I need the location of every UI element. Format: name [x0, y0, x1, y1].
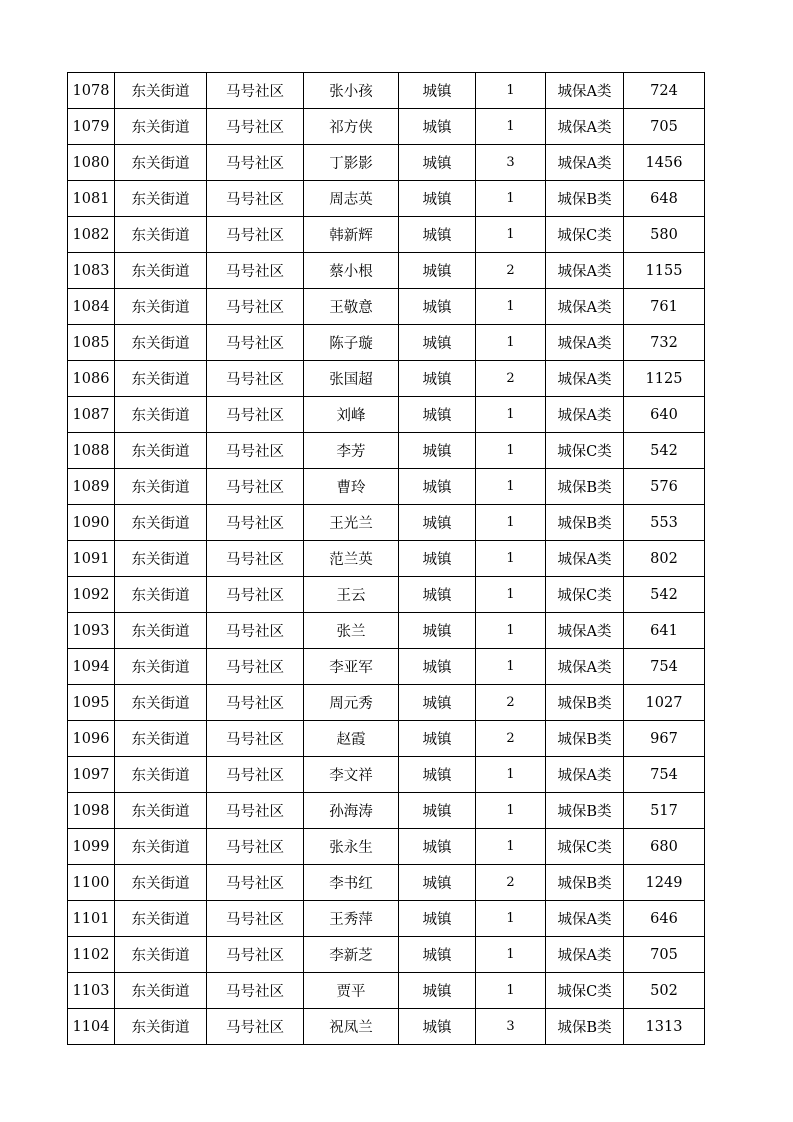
row-number-cell: 1099 [68, 829, 115, 865]
household-type-cell: 城镇 [399, 181, 476, 217]
row-number-cell: 1102 [68, 937, 115, 973]
row-number-cell: 1091 [68, 541, 115, 577]
row-number-cell: 1087 [68, 397, 115, 433]
street-cell: 东关街道 [115, 145, 207, 181]
data-table [67, 72, 705, 1045]
household-type-cell: 城镇 [399, 325, 476, 361]
name-cell: 王敬意 [304, 289, 399, 325]
category-cell: 城保A类 [546, 361, 624, 397]
table-row [68, 397, 705, 433]
community-cell: 马号社区 [207, 577, 304, 613]
community-cell: 马号社区 [207, 145, 304, 181]
people-count-cell: 1 [476, 901, 546, 937]
row-number-cell: 1096 [68, 721, 115, 757]
category-cell: 城保C类 [546, 829, 624, 865]
row-number-cell: 1101 [68, 901, 115, 937]
name-cell: 丁影影 [304, 145, 399, 181]
category-cell: 城保A类 [546, 937, 624, 973]
category-cell: 城保B类 [546, 181, 624, 217]
amount-cell: 1313 [624, 1009, 705, 1045]
community-cell: 马号社区 [207, 505, 304, 541]
category-cell: 城保A类 [546, 73, 624, 109]
name-cell: 张永生 [304, 829, 399, 865]
name-cell: 韩新辉 [304, 217, 399, 253]
row-number-cell: 1080 [68, 145, 115, 181]
household-type-cell: 城镇 [399, 505, 476, 541]
community-cell: 马号社区 [207, 541, 304, 577]
row-number-cell: 1086 [68, 361, 115, 397]
street-cell: 东关街道 [115, 577, 207, 613]
name-cell: 王云 [304, 577, 399, 613]
category-cell: 城保B类 [546, 685, 624, 721]
table-row [68, 289, 705, 325]
people-count-cell: 1 [476, 757, 546, 793]
people-count-cell: 1 [476, 829, 546, 865]
amount-cell: 705 [624, 937, 705, 973]
row-number-cell: 1093 [68, 613, 115, 649]
community-cell: 马号社区 [207, 289, 304, 325]
amount-cell: 1155 [624, 253, 705, 289]
people-count-cell: 1 [476, 433, 546, 469]
street-cell: 东关街道 [115, 217, 207, 253]
category-cell: 城保C类 [546, 577, 624, 613]
household-type-cell: 城镇 [399, 109, 476, 145]
row-number-cell: 1095 [68, 685, 115, 721]
table-row [68, 109, 705, 145]
row-number-cell: 1098 [68, 793, 115, 829]
household-type-cell: 城镇 [399, 397, 476, 433]
table-row [68, 505, 705, 541]
amount-cell: 542 [624, 433, 705, 469]
community-cell: 马号社区 [207, 73, 304, 109]
street-cell: 东关街道 [115, 253, 207, 289]
category-cell: 城保B类 [546, 469, 624, 505]
amount-cell: 646 [624, 901, 705, 937]
table-row [68, 685, 705, 721]
people-count-cell: 1 [476, 325, 546, 361]
table-row [68, 145, 705, 181]
name-cell: 李芳 [304, 433, 399, 469]
row-number-cell: 1085 [68, 325, 115, 361]
household-type-cell: 城镇 [399, 361, 476, 397]
people-count-cell: 3 [476, 1009, 546, 1045]
household-type-cell: 城镇 [399, 901, 476, 937]
amount-cell: 732 [624, 325, 705, 361]
name-cell: 张国超 [304, 361, 399, 397]
household-type-cell: 城镇 [399, 613, 476, 649]
row-number-cell: 1097 [68, 757, 115, 793]
name-cell: 李新芝 [304, 937, 399, 973]
row-number-cell: 1089 [68, 469, 115, 505]
community-cell: 马号社区 [207, 937, 304, 973]
table-body [68, 73, 705, 1045]
community-cell: 马号社区 [207, 829, 304, 865]
community-cell: 马号社区 [207, 649, 304, 685]
name-cell: 孙海涛 [304, 793, 399, 829]
community-cell: 马号社区 [207, 793, 304, 829]
people-count-cell: 1 [476, 73, 546, 109]
people-count-cell: 1 [476, 217, 546, 253]
street-cell: 东关街道 [115, 469, 207, 505]
category-cell: 城保A类 [546, 757, 624, 793]
people-count-cell: 1 [476, 505, 546, 541]
amount-cell: 724 [624, 73, 705, 109]
community-cell: 马号社区 [207, 613, 304, 649]
household-type-cell: 城镇 [399, 289, 476, 325]
people-count-cell: 2 [476, 361, 546, 397]
table-row [68, 253, 705, 289]
people-count-cell: 2 [476, 721, 546, 757]
street-cell: 东关街道 [115, 541, 207, 577]
category-cell: 城保A类 [546, 649, 624, 685]
people-count-cell: 1 [476, 613, 546, 649]
street-cell: 东关街道 [115, 1009, 207, 1045]
name-cell: 周元秀 [304, 685, 399, 721]
household-type-cell: 城镇 [399, 829, 476, 865]
street-cell: 东关街道 [115, 973, 207, 1009]
amount-cell: 542 [624, 577, 705, 613]
table-row [68, 73, 705, 109]
table-row [68, 649, 705, 685]
row-number-cell: 1100 [68, 865, 115, 901]
table-row [68, 433, 705, 469]
row-number-cell: 1081 [68, 181, 115, 217]
street-cell: 东关街道 [115, 829, 207, 865]
community-cell: 马号社区 [207, 361, 304, 397]
category-cell: 城保A类 [546, 541, 624, 577]
name-cell: 李书红 [304, 865, 399, 901]
category-cell: 城保B类 [546, 793, 624, 829]
household-type-cell: 城镇 [399, 865, 476, 901]
name-cell: 陈子璇 [304, 325, 399, 361]
people-count-cell: 1 [476, 397, 546, 433]
category-cell: 城保A类 [546, 145, 624, 181]
community-cell: 马号社区 [207, 865, 304, 901]
street-cell: 东关街道 [115, 397, 207, 433]
amount-cell: 1249 [624, 865, 705, 901]
community-cell: 马号社区 [207, 1009, 304, 1045]
amount-cell: 754 [624, 757, 705, 793]
household-type-cell: 城镇 [399, 1009, 476, 1045]
category-cell: 城保C类 [546, 973, 624, 1009]
community-cell: 马号社区 [207, 973, 304, 1009]
amount-cell: 754 [624, 649, 705, 685]
people-count-cell: 1 [476, 973, 546, 1009]
street-cell: 东关街道 [115, 649, 207, 685]
table-row [68, 325, 705, 361]
amount-cell: 1125 [624, 361, 705, 397]
row-number-cell: 1094 [68, 649, 115, 685]
row-number-cell: 1079 [68, 109, 115, 145]
household-type-cell: 城镇 [399, 433, 476, 469]
table-row [68, 613, 705, 649]
name-cell: 张兰 [304, 613, 399, 649]
table-row [68, 829, 705, 865]
category-cell: 城保B类 [546, 721, 624, 757]
row-number-cell: 1092 [68, 577, 115, 613]
name-cell: 蔡小根 [304, 253, 399, 289]
street-cell: 东关街道 [115, 721, 207, 757]
name-cell: 范兰英 [304, 541, 399, 577]
street-cell: 东关街道 [115, 505, 207, 541]
people-count-cell: 1 [476, 541, 546, 577]
people-count-cell: 1 [476, 937, 546, 973]
table-row [68, 577, 705, 613]
community-cell: 马号社区 [207, 901, 304, 937]
people-count-cell: 1 [476, 109, 546, 145]
household-type-cell: 城镇 [399, 469, 476, 505]
people-count-cell: 1 [476, 793, 546, 829]
table-row [68, 973, 705, 1009]
table-row [68, 937, 705, 973]
household-type-cell: 城镇 [399, 217, 476, 253]
community-cell: 马号社区 [207, 469, 304, 505]
street-cell: 东关街道 [115, 865, 207, 901]
name-cell: 祁方侠 [304, 109, 399, 145]
name-cell: 王秀萍 [304, 901, 399, 937]
people-count-cell: 3 [476, 145, 546, 181]
row-number-cell: 1090 [68, 505, 115, 541]
category-cell: 城保A类 [546, 253, 624, 289]
category-cell: 城保A类 [546, 901, 624, 937]
table-row [68, 901, 705, 937]
street-cell: 东关街道 [115, 109, 207, 145]
row-number-cell: 1083 [68, 253, 115, 289]
household-type-cell: 城镇 [399, 253, 476, 289]
name-cell: 李文祥 [304, 757, 399, 793]
amount-cell: 1027 [624, 685, 705, 721]
street-cell: 东关街道 [115, 325, 207, 361]
street-cell: 东关街道 [115, 289, 207, 325]
category-cell: 城保C类 [546, 433, 624, 469]
amount-cell: 580 [624, 217, 705, 253]
amount-cell: 967 [624, 721, 705, 757]
people-count-cell: 1 [476, 289, 546, 325]
amount-cell: 648 [624, 181, 705, 217]
amount-cell: 641 [624, 613, 705, 649]
name-cell: 王光兰 [304, 505, 399, 541]
street-cell: 东关街道 [115, 793, 207, 829]
amount-cell: 705 [624, 109, 705, 145]
name-cell: 周志英 [304, 181, 399, 217]
name-cell: 刘峰 [304, 397, 399, 433]
category-cell: 城保B类 [546, 1009, 624, 1045]
street-cell: 东关街道 [115, 685, 207, 721]
community-cell: 马号社区 [207, 685, 304, 721]
name-cell: 贾平 [304, 973, 399, 1009]
category-cell: 城保A类 [546, 397, 624, 433]
table-row [68, 865, 705, 901]
people-count-cell: 2 [476, 865, 546, 901]
category-cell: 城保B类 [546, 865, 624, 901]
table-row [68, 793, 705, 829]
community-cell: 马号社区 [207, 253, 304, 289]
row-number-cell: 1103 [68, 973, 115, 1009]
amount-cell: 680 [624, 829, 705, 865]
category-cell: 城保A类 [546, 289, 624, 325]
amount-cell: 517 [624, 793, 705, 829]
amount-cell: 502 [624, 973, 705, 1009]
household-type-cell: 城镇 [399, 973, 476, 1009]
street-cell: 东关街道 [115, 181, 207, 217]
category-cell: 城保A类 [546, 109, 624, 145]
table-row [68, 469, 705, 505]
name-cell: 李亚军 [304, 649, 399, 685]
category-cell: 城保B类 [546, 505, 624, 541]
people-count-cell: 2 [476, 253, 546, 289]
name-cell: 赵霞 [304, 721, 399, 757]
household-type-cell: 城镇 [399, 757, 476, 793]
community-cell: 马号社区 [207, 433, 304, 469]
table-row [68, 1009, 705, 1045]
community-cell: 马号社区 [207, 181, 304, 217]
name-cell: 曹玲 [304, 469, 399, 505]
community-cell: 马号社区 [207, 397, 304, 433]
row-number-cell: 1082 [68, 217, 115, 253]
category-cell: 城保A类 [546, 613, 624, 649]
people-count-cell: 1 [476, 469, 546, 505]
amount-cell: 1456 [624, 145, 705, 181]
row-number-cell: 1088 [68, 433, 115, 469]
household-type-cell: 城镇 [399, 649, 476, 685]
row-number-cell: 1084 [68, 289, 115, 325]
street-cell: 东关街道 [115, 433, 207, 469]
table-row [68, 181, 705, 217]
table-row [68, 541, 705, 577]
category-cell: 城保A类 [546, 325, 624, 361]
amount-cell: 761 [624, 289, 705, 325]
household-type-cell: 城镇 [399, 145, 476, 181]
street-cell: 东关街道 [115, 757, 207, 793]
table-row [68, 721, 705, 757]
row-number-cell: 1078 [68, 73, 115, 109]
household-type-cell: 城镇 [399, 793, 476, 829]
people-count-cell: 1 [476, 181, 546, 217]
street-cell: 东关街道 [115, 73, 207, 109]
community-cell: 马号社区 [207, 757, 304, 793]
table-row [68, 361, 705, 397]
people-count-cell: 1 [476, 577, 546, 613]
household-type-cell: 城镇 [399, 577, 476, 613]
street-cell: 东关街道 [115, 901, 207, 937]
amount-cell: 553 [624, 505, 705, 541]
table-row [68, 217, 705, 253]
household-type-cell: 城镇 [399, 685, 476, 721]
household-type-cell: 城镇 [399, 937, 476, 973]
street-cell: 东关街道 [115, 613, 207, 649]
household-type-cell: 城镇 [399, 541, 476, 577]
name-cell: 祝凤兰 [304, 1009, 399, 1045]
people-count-cell: 1 [476, 649, 546, 685]
amount-cell: 576 [624, 469, 705, 505]
amount-cell: 640 [624, 397, 705, 433]
community-cell: 马号社区 [207, 217, 304, 253]
community-cell: 马号社区 [207, 109, 304, 145]
people-count-cell: 2 [476, 685, 546, 721]
community-cell: 马号社区 [207, 325, 304, 361]
table-row [68, 757, 705, 793]
street-cell: 东关街道 [115, 937, 207, 973]
community-cell: 马号社区 [207, 721, 304, 757]
household-type-cell: 城镇 [399, 73, 476, 109]
row-number-cell: 1104 [68, 1009, 115, 1045]
name-cell: 张小孩 [304, 73, 399, 109]
category-cell: 城保C类 [546, 217, 624, 253]
street-cell: 东关街道 [115, 361, 207, 397]
household-type-cell: 城镇 [399, 721, 476, 757]
amount-cell: 802 [624, 541, 705, 577]
